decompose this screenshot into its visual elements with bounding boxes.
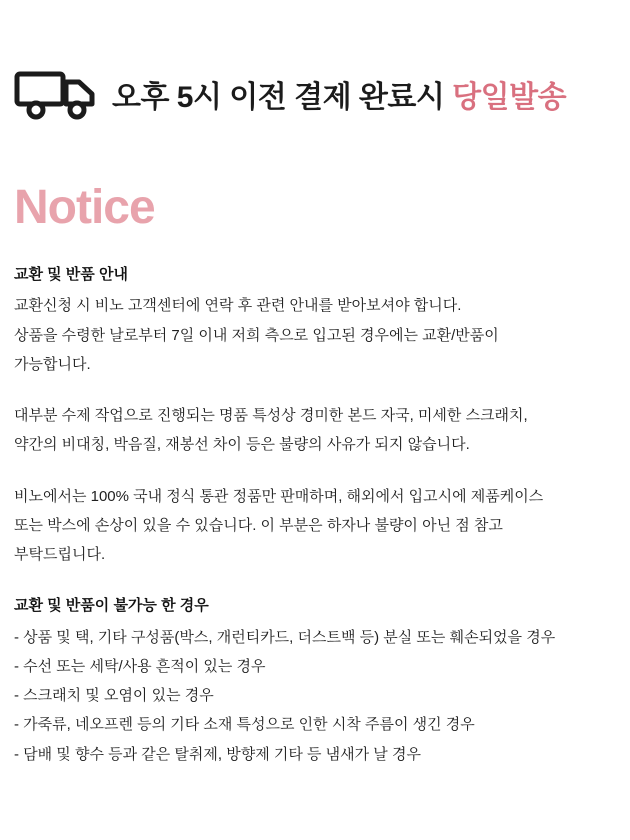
paragraph-line: 또는 박스에 손상이 있을 수 있습니다. 이 부분은 하자나 불량이 아닌 점 참고 [14, 516, 503, 534]
banner-text [112, 72, 566, 116]
banner-text-plain: 오후 5시 이전 결제 완료시 [112, 81, 453, 114]
shipping-banner [14, 0, 616, 140]
spacer [14, 379, 616, 401]
section-heading-restrictions: 교환 및 반품이 불가능 한 경우 [14, 597, 209, 615]
page-title: Notice [14, 181, 155, 234]
banner-text-highlight: 당일발송 [452, 81, 567, 114]
list-item: - 스크래치 및 오염이 있는 경우 [14, 687, 214, 704]
paragraph-line: 부탁드립니다. [14, 546, 106, 563]
paragraph-line: 교환신청 시 비노 고객센터에 연락 후 관련 안내를 받아보셔야 합니다. [14, 297, 462, 315]
delivery-truck-icon [14, 67, 98, 121]
paragraph-line: 비노에서는 100% 국내 정식 통관 정품만 판매하며, 해외에서 입고시에 제품케이스 [14, 487, 544, 505]
spacer [14, 569, 616, 591]
restriction-list [14, 623, 616, 769]
list-item: - 담배 및 향수 등과 같은 탈취제, 방향제 기타 등 냄새가 날 경우 [14, 745, 421, 763]
spacer [14, 460, 616, 482]
paragraph-line: 상품을 수령한 날로부터 7일 이내 저희 측으로 입고된 경우에는 교환/반품이 [14, 326, 499, 344]
section-heading-exchange: 교환 및 반품 안내 [14, 266, 128, 283]
paragraph-line: 가능합니다. [14, 355, 91, 373]
list-item: - 수선 또는 세탁/사용 흔적이 있는 경우 [14, 657, 266, 675]
paragraph-line: 대부분 수제 작업으로 진행되는 명품 특성상 경미한 본드 자국, 미세한 스크래치, [14, 407, 528, 424]
notice-content [14, 260, 616, 769]
list-item: - 가죽류, 네오프렌 등의 기타 소재 특성으로 인한 시착 주름이 생긴 경우 [14, 716, 475, 734]
list-item: - 상품 및 택, 기타 구성품(박스, 개런티카드, 더스트백 등) 분실 또는 훼손되었을 경우 [14, 628, 556, 646]
paragraph-line: 약간의 비대칭, 박음질, 재봉선 차이 등은 불량의 사유가 되지 않습니다. [14, 436, 470, 454]
